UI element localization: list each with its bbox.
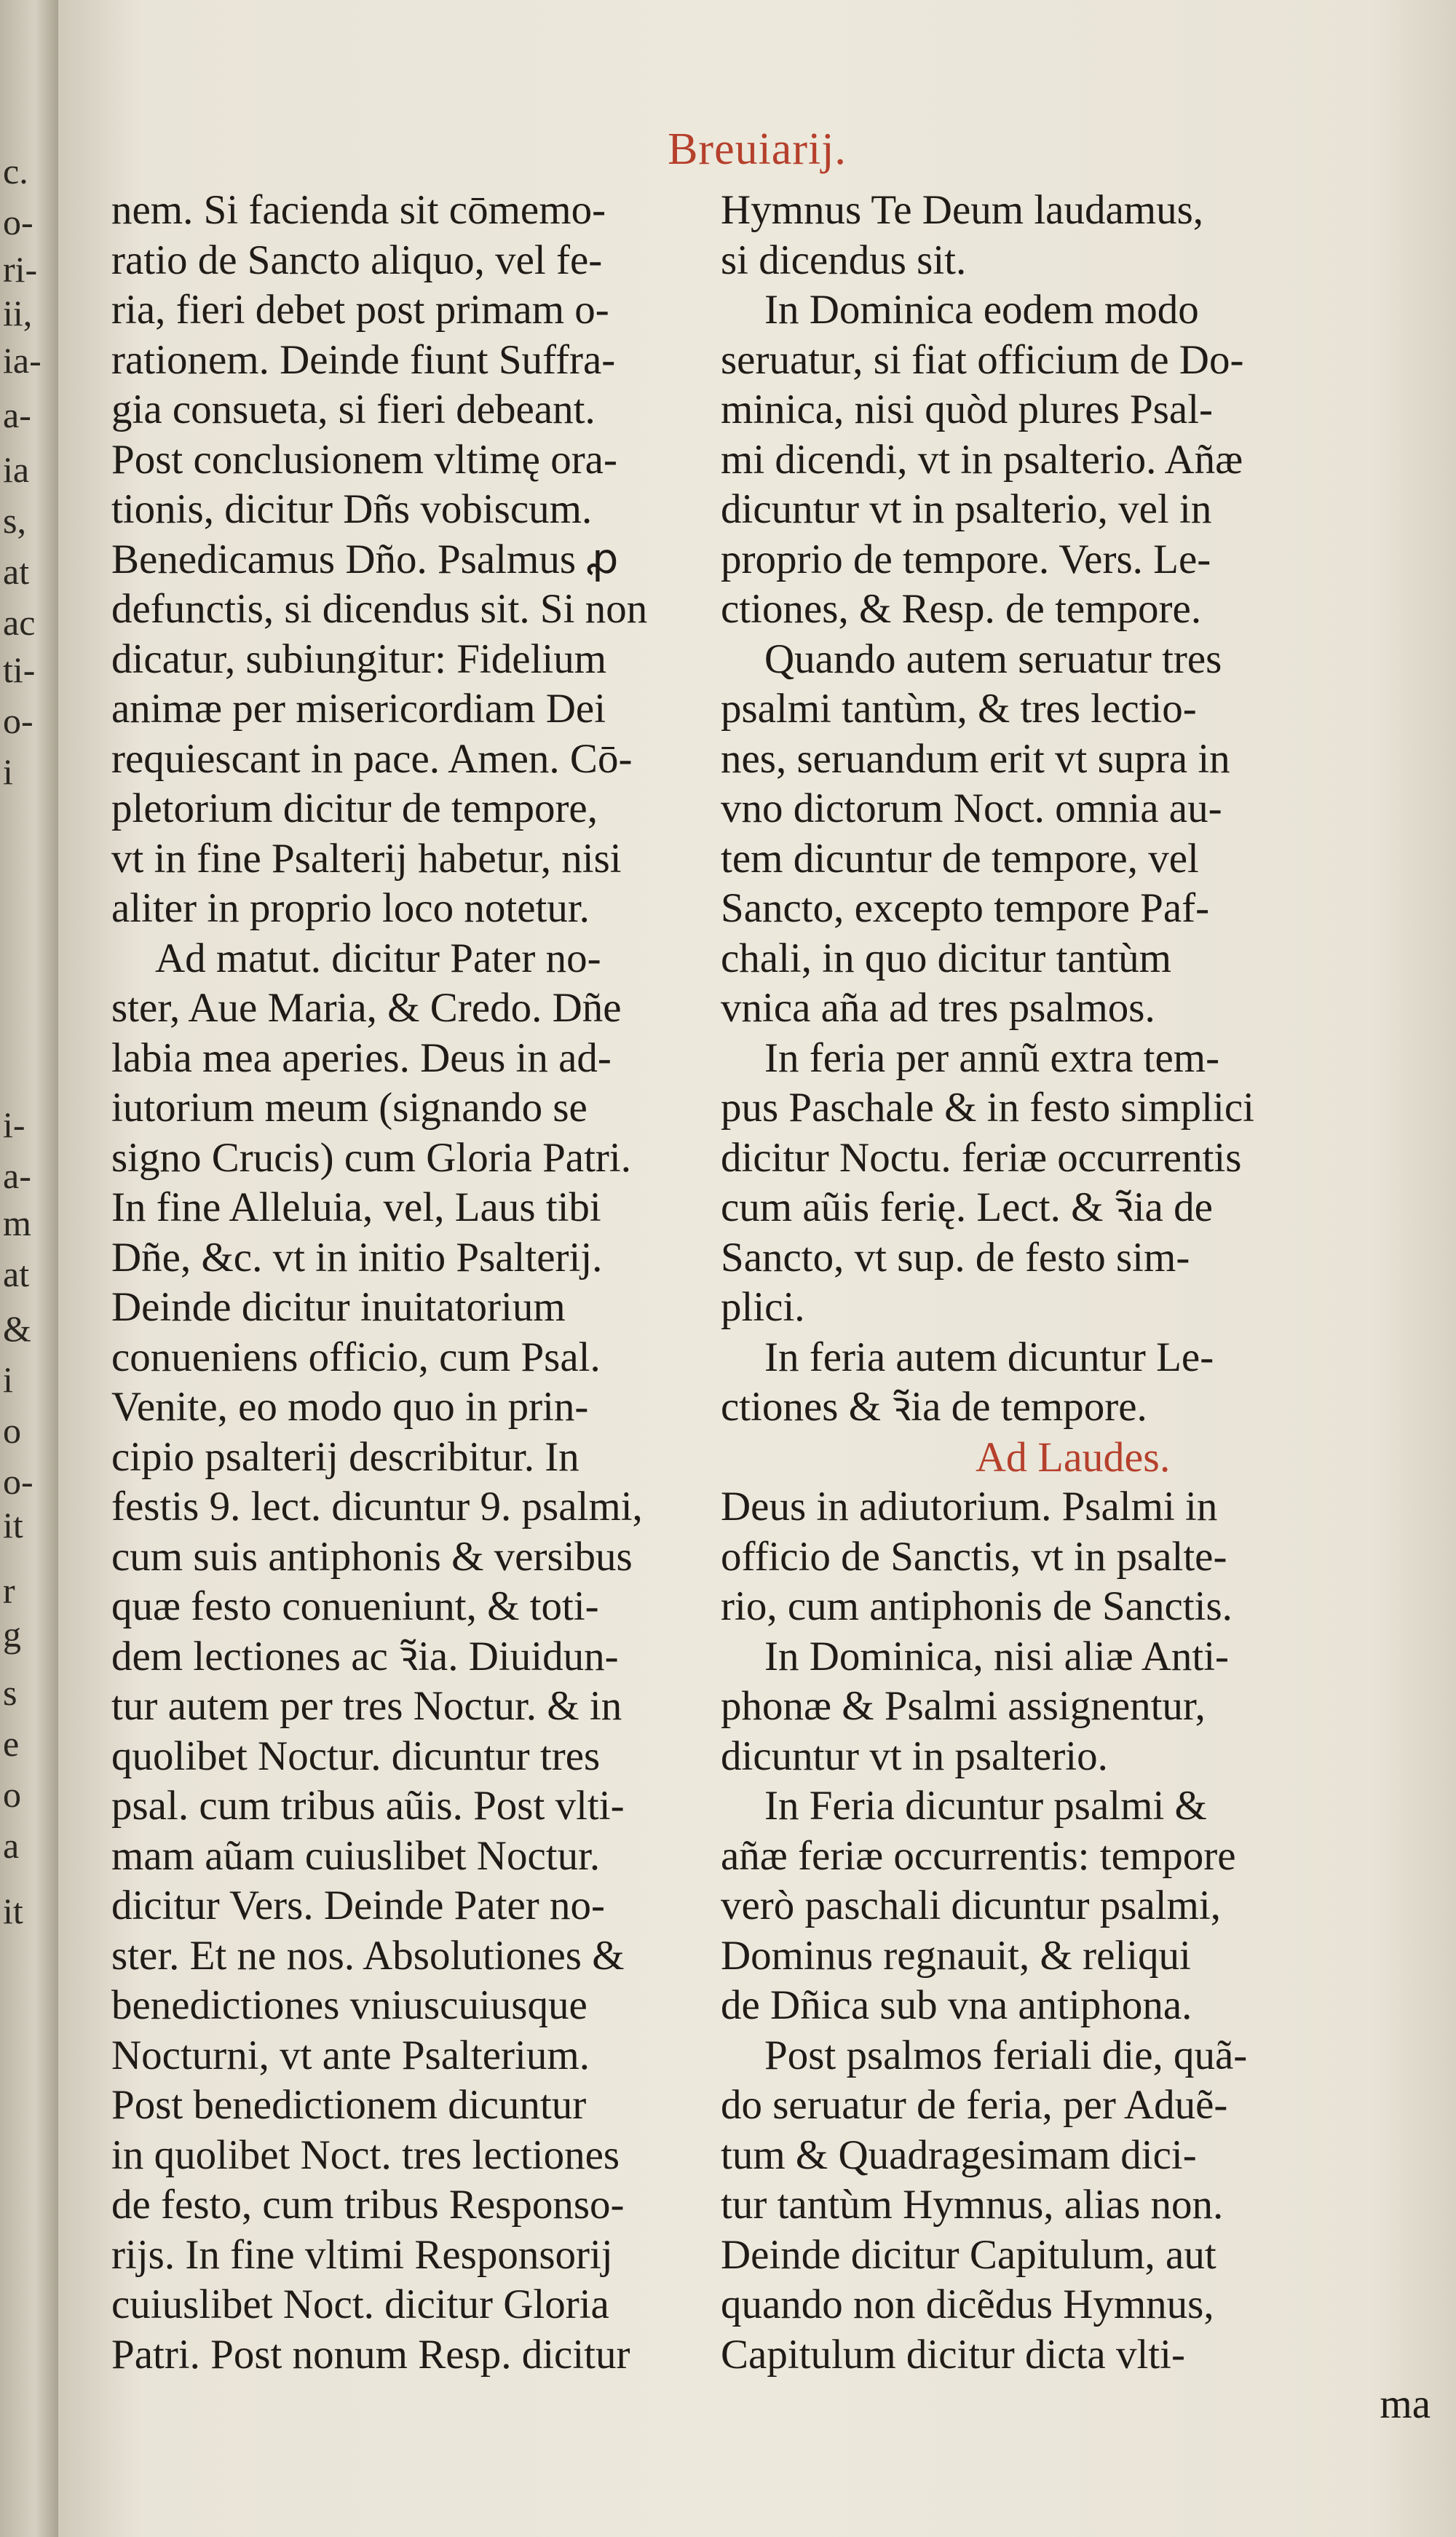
text-line: si dicendus sit. xyxy=(721,237,967,283)
text-line: In Dominica, nisi aliæ Anti- xyxy=(764,1633,1230,1679)
text-line: Deus in adiutorium. Psalmi in xyxy=(721,1484,1218,1529)
text-line: plici. xyxy=(721,1284,805,1330)
text-line: defunctis, si dicendus sit. Si non xyxy=(111,586,648,632)
gutter-fragment: ri- xyxy=(3,249,38,290)
gutter-fragment: & xyxy=(3,1308,31,1349)
text-line: ctiones & ꝛ̃ia de tempore. xyxy=(721,1384,1147,1430)
text-line: rio, cum antiphonis de Sanctis. xyxy=(721,1583,1233,1629)
gutter-fragment: at xyxy=(3,551,30,592)
text-line: requiescant in pace. Amen. Cō- xyxy=(111,735,633,782)
text-line: ster, Aue Maria, & Credo. Dñe xyxy=(111,985,622,1031)
text-line: pus Paschale & in festo simplici xyxy=(721,1085,1254,1131)
text-line: dicuntur vt in psalterio. xyxy=(721,1733,1108,1779)
gutter-fragment: it xyxy=(3,1505,23,1545)
gutter-edge xyxy=(0,0,58,2537)
text-line: Benedicamus Dño. Psalmus ꝓ xyxy=(111,536,619,582)
text-line: añæ feriæ occurrentis: tempore xyxy=(721,1832,1236,1879)
gutter-fragment: o- xyxy=(3,202,33,242)
text-line: dicitur Noctu. feriæ occurrentis xyxy=(721,1134,1242,1181)
text-line: vnica aña ad tres psalmos. xyxy=(721,985,1155,1031)
text-line: do seruatur de feria, per Aduẽ- xyxy=(721,2082,1228,2128)
text-line: ratio de Sancto aliquo, vel fe- xyxy=(111,237,603,283)
text-line: de Dñica sub vna antiphona. xyxy=(721,1982,1192,2028)
text-line: cum aũis ferię. Lect. & ꝛ̃ia de xyxy=(721,1184,1213,1230)
text-line: dem lectiones ac ꝛ̃ia. Diuidun- xyxy=(111,1633,619,1679)
text-line: Deinde dicitur Capitulum, aut xyxy=(721,2231,1216,2278)
text-line: Capitulum dicitur dicta vlti- xyxy=(721,2331,1185,2378)
text-line: dicitur Vers. Deinde Pater no- xyxy=(111,1883,606,1928)
text-line: cum suis antiphonis & versibus xyxy=(111,1533,633,1580)
gutter-fragment: ti- xyxy=(3,649,36,690)
text-line: iutorium meum (signando se xyxy=(111,1085,587,1131)
text-line: quando non dicẽdus Hymnus, xyxy=(721,2281,1214,2327)
text-line: nes, seruandum erit vt supra in xyxy=(721,735,1230,782)
text-line: ster. Et ne nos. Absolutiones & xyxy=(111,1932,625,1979)
gutter-fragment: s xyxy=(3,1672,17,1713)
section-heading: Ad Laudes. xyxy=(976,1433,1171,1481)
gutter-fragment: ac xyxy=(3,602,36,643)
text-line: Post conclusionem vltimę ora- xyxy=(111,436,617,483)
text-line: vt in fine Psalterij habetur, nisi xyxy=(111,835,622,882)
text-line: Hymnus Te Deum laudamus, xyxy=(721,187,1204,233)
gutter-fragment: it xyxy=(3,1891,23,1931)
text-line: Patri. Post nonum Resp. dicitur xyxy=(111,2331,630,2378)
text-line: signo Crucis) cum Gloria Patri. xyxy=(111,1134,631,1181)
text-line: minica, nisi quòd plures Psal- xyxy=(721,387,1214,432)
text-line: mi dicendi, vt in psalterio. Añæ xyxy=(721,436,1243,483)
gutter-fragment: at xyxy=(3,1254,30,1294)
text-line: benedictiones vniuscuiusque xyxy=(111,1982,587,2028)
gutter-fragment: a- xyxy=(3,395,31,435)
text-line: in quolibet Noct. tres lectiones xyxy=(111,2132,620,2178)
text-line: aliter in proprio loco notetur. xyxy=(111,885,590,931)
text-line: Post psalmos feriali die, quã- xyxy=(764,2032,1248,2078)
text-line: phonæ & Psalmi assignentur, xyxy=(721,1683,1206,1729)
text-line: tionis, dicitur Dñs vobiscum. xyxy=(111,486,593,532)
text-line: tur autem per tres Noctur. & in xyxy=(111,1683,622,1729)
text-line: dicuntur vt in psalterio, vel in xyxy=(721,486,1212,532)
text-line: Post benedictionem dicuntur xyxy=(111,2082,587,2128)
gutter-fragment: i- xyxy=(3,1104,25,1145)
text-line: proprio de tempore. Vers. Le- xyxy=(721,536,1211,582)
gutter-fragment: o xyxy=(3,1410,21,1451)
gutter-fragment: i xyxy=(3,1359,13,1400)
gutter-fragment: c. xyxy=(3,151,28,191)
text-line: Quando autem seruatur tres xyxy=(764,636,1222,682)
gutter-fragment: o xyxy=(3,1774,21,1815)
text-line: conueniens officio, cum Psal. xyxy=(111,1334,601,1380)
text-line: rationem. Deinde fiunt Suffra- xyxy=(111,336,616,383)
gutter-fragment: m xyxy=(3,1203,31,1243)
text-line: In feria per annũ extra tem- xyxy=(764,1034,1220,1081)
text-line: cipio psalterij describitur. In xyxy=(111,1433,579,1480)
text-line: In feria autem dicuntur Le- xyxy=(764,1334,1214,1380)
text-line: cuiuslibet Noct. dicitur Gloria xyxy=(111,2281,609,2327)
gutter-fragment: s, xyxy=(3,500,26,541)
text-line: psalmi tantùm, & tres lectio- xyxy=(721,686,1197,732)
text-line: ma xyxy=(1380,2381,1431,2427)
text-line: Venite, eo modo quo in prin- xyxy=(111,1384,589,1430)
text-line: pletorium dicitur de tempore, xyxy=(111,785,598,831)
gutter-fragment: ia xyxy=(3,449,30,490)
text-line: In fine Alleluia, vel, Laus tibi xyxy=(111,1184,601,1230)
running-header: Breuiarij. xyxy=(668,124,847,174)
text-line: seruatur, si fiat officium de Do- xyxy=(721,336,1244,383)
text-line: verò paschali dicuntur psalmi, xyxy=(721,1883,1221,1928)
text-line: Deinde dicitur inuitatorium xyxy=(111,1284,566,1330)
text-line: Nocturni, vt ante Psalterium. xyxy=(111,2032,590,2078)
gutter-fragment: o- xyxy=(3,700,33,741)
text-line: quæ festo conueniunt, & toti- xyxy=(111,1583,599,1629)
text-line: gia consueta, si fieri debeant. xyxy=(111,387,596,432)
gutter-fragment: ii, xyxy=(3,293,33,333)
gutter-fragment: a- xyxy=(3,1155,31,1196)
text-line: mam aũam cuiuslibet Noctur. xyxy=(111,1832,601,1879)
text-line: labia mea aperies. Deus in ad- xyxy=(111,1034,612,1081)
text-line: Sancto, excepto tempore Paf- xyxy=(721,885,1210,931)
gutter-fragment: i xyxy=(3,751,13,792)
text-line: Dñe, &c. vt in initio Psalterij. xyxy=(111,1234,603,1281)
text-line: vno dictorum Noct. omnia au- xyxy=(721,785,1222,831)
text-line: psal. cum tribus aũis. Post vlti- xyxy=(111,1783,625,1829)
text-line: officio de Sanctis, vt in psalte- xyxy=(721,1533,1227,1580)
gutter-fragment: r xyxy=(3,1570,15,1611)
text-line: In Dominica eodem modo xyxy=(764,287,1199,333)
left-column xyxy=(111,186,748,2380)
text-line: nem. Si facienda sit cōmemo- xyxy=(111,187,606,233)
text-line: tum & Quadragesimam dici- xyxy=(721,2132,1197,2178)
gutter-fragment: a xyxy=(3,1825,20,1866)
gutter-fragment: ia- xyxy=(3,340,41,381)
text-line: dicatur, subiungitur: Fidelium xyxy=(111,636,607,682)
gutter-fragment: g xyxy=(3,1614,21,1655)
text-line: Sancto, vt sup. de festo sim- xyxy=(721,1234,1190,1281)
text-line: chali, in quo dicitur tantùm xyxy=(721,935,1171,981)
text-line: tem dicuntur de tempore, vel xyxy=(721,835,1199,882)
book-page xyxy=(58,0,1456,2537)
right-column xyxy=(721,186,1438,2430)
gutter-fragment: o- xyxy=(3,1461,33,1502)
text-line: In Feria dicuntur psalmi & xyxy=(764,1783,1207,1829)
text-line: rijs. In fine vltimi Responsorij xyxy=(111,2231,613,2278)
text-line: festis 9. lect. dicuntur 9. psalmi, xyxy=(111,1484,643,1529)
text-line: de festo, cum tribus Responso- xyxy=(111,2182,625,2228)
text-line: tur tantùm Hymnus, alias non. xyxy=(721,2182,1224,2228)
text-line: Dominus regnauit, & reliqui xyxy=(721,1932,1191,1979)
text-line: Ad matut. dicitur Pater no- xyxy=(155,935,601,981)
text-line: ria, fieri debet post primam o- xyxy=(111,287,609,333)
text-line: animæ per misericordiam Dei xyxy=(111,686,606,732)
text-line: ctiones, & Resp. de tempore. xyxy=(721,586,1202,632)
text-line: quolibet Noctur. dicuntur tres xyxy=(111,1733,601,1779)
gutter-fragment: e xyxy=(3,1723,20,1764)
